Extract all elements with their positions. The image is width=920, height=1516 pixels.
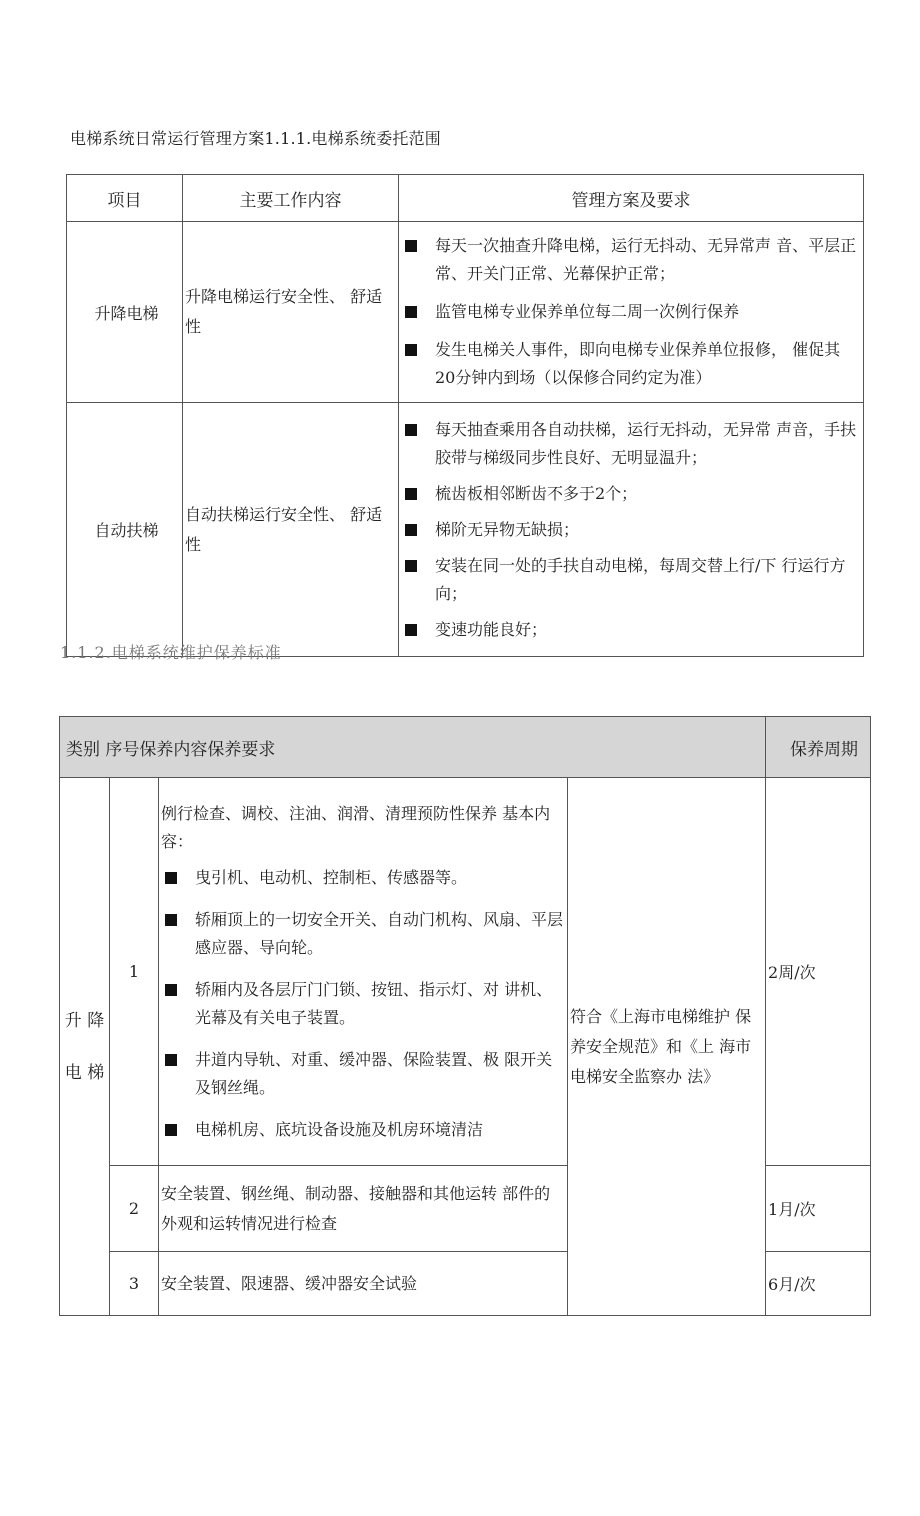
square-bullet-icon [165,984,177,996]
elevator-scope-table [66,174,864,657]
table-row [60,778,871,1166]
table-header-row [60,717,871,778]
list-item: 电梯机房、底坑设备设施及机房环境清洁 [161,1116,565,1144]
row-number: 2 [110,1166,159,1252]
list-item: 梯阶无异物无缺损； [401,516,857,544]
list-item: 监管电梯专业保养单位每二周一次例行保养 [401,298,857,326]
row-number: 1 [110,778,159,1166]
content-intro: 例行检查、调校、注油、润滑、清理预防性保养 基本内容： [161,803,551,851]
row-content [159,778,568,1166]
list-item: 变速功能良好； [401,616,857,644]
square-bullet-icon [405,624,417,636]
header-item: 项目 [67,175,183,222]
row-items [399,403,864,657]
row-cycle: 6月/次 [766,1252,871,1316]
row-cycle: 1月/次 [766,1166,871,1252]
square-bullet-icon [405,306,417,318]
row-cycle: 2周/次 [766,778,871,1166]
header-left: 类别 序号保养内容保养要求 [60,717,766,778]
square-bullet-icon [165,1124,177,1136]
table-row [67,222,864,403]
list-item: 每天抽查乘用各自动扶梯，运行无抖动，无异常 声音，手扶胶带与梯级同步性良好、无明显温升； [401,416,857,472]
square-bullet-icon [165,872,177,884]
row-items [399,222,864,403]
list-item: 每天一次抽查升降电梯，运行无抖动、无异常声 音、平层正常、开关门正常、光幕保护正常； [401,232,857,288]
row-name: 升降电梯 [67,222,183,403]
list-item: 井道内导轨、对重、缓冲器、保险装置、极 限开关及钢丝绳。 [161,1046,565,1102]
standard-cell: 符合《上海市电梯维护 保养安全规范》和《上 海市电梯安全监察办 法》 [568,778,766,1316]
square-bullet-icon [405,560,417,572]
square-bullet-icon [165,1054,177,1066]
list-item: 梳齿板相邻断齿不多于2个； [401,480,857,508]
list-item: 曳引机、电动机、控制柜、传感器等。 [161,864,565,892]
table-header-row [67,175,864,222]
section-heading-2: 1.1.2.电梯系统维护保养标准 [60,643,282,662]
list-item: 安装在同一处的手扶自动电梯，每周交替上行/下 行运行方向； [401,552,857,608]
list-item: 轿厢内及各层厅门门锁、按钮、指示灯、对 讲机、光幕及有关电子装置。 [161,976,565,1032]
row-name: 自动扶梯 [67,403,183,657]
maintenance-standard-table [59,716,871,1316]
header-plan: 管理方案及要求 [399,175,864,222]
row-content: 安全装置、限速器、缓冲器安全试验 [159,1252,568,1316]
square-bullet-icon [405,524,417,536]
table-row [67,403,864,657]
category-cell: 升 降 电 梯 [60,778,110,1316]
row-content: 安全装置、钢丝绳、制动器、接触器和其他运转 部件的外观和运转情况进行检查 [159,1166,568,1252]
section-heading-1: 电梯系统日常运行管理方案1.1.1.电梯系统委托范围 [70,129,441,148]
list-item: 发生电梯关人事件，即向电梯专业保养单位报修， 催促其20分钟内到场（以保修合同约定为准） [401,336,857,392]
row-work: 自动扶梯运行安全性、 舒适性 [183,403,399,657]
list-item: 轿厢顶上的一切安全开关、自动门机构、风扇、平层感应器、导向轮。 [161,906,565,962]
header-cycle: 保养周期 [766,717,871,778]
row-work: 升降电梯运行安全性、 舒适性 [183,222,399,403]
square-bullet-icon [405,424,417,436]
row-number: 3 [110,1252,159,1316]
square-bullet-icon [405,240,417,252]
square-bullet-icon [165,914,177,926]
square-bullet-icon [405,344,417,356]
square-bullet-icon [405,488,417,500]
header-work-content: 主要工作内容 [183,175,399,222]
